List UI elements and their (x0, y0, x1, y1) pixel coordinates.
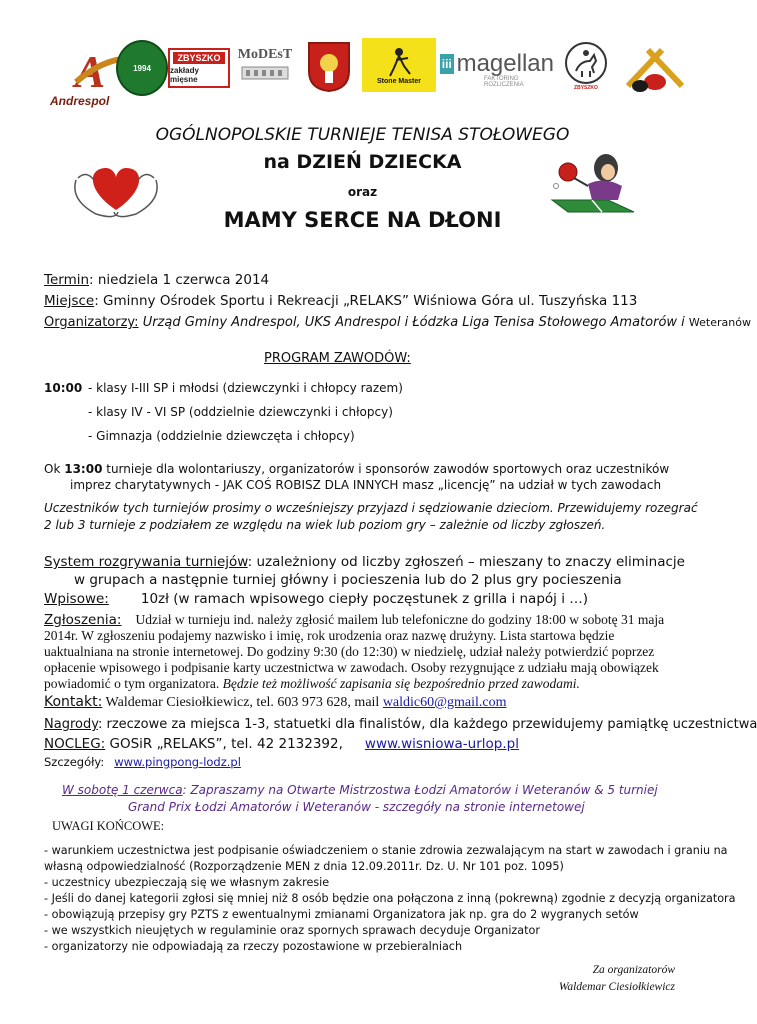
uks-logo: 1994 (116, 40, 168, 96)
zgloszenia-line: Zgłoszenia: Udział w turnieju ind. należy zgłosić mailem lub telefoniczne do godziny 18:00 w sobotę 31 maja (44, 612, 665, 628)
program-time: 10:00 (44, 381, 83, 395)
horse-rider-icon (564, 41, 608, 85)
saturday-line: W sobotę 1 czerwca: Zapraszamy na Otwarte Mistrzostwa Łodzi Amatorów i Weteranów & 5 turniej (62, 783, 658, 797)
kontakt-line: Kontakt: Waldemar Ciesiołkiewicz, tel. 603 973 628, mail waldic60@gmail.com (44, 694, 507, 710)
program-item: - Gimnazja (oddzielnie dziewczęta i chłopcy) (88, 429, 355, 443)
uwagi-item: - warunkiem uczestnictwa jest podpisanie oświadczeniem o stanie zdrowia zezwalającym na start w zawodach i graniu na (44, 844, 728, 857)
wpisowe-line: Wpisowe: 10zł (w ramach wpisowego ciepły poczęstunek z grilla i napój i …) (44, 591, 589, 607)
signature-line-2: Waldemar Ciesiołkiewicz (558, 981, 675, 993)
uwagi-item: własną odpowiedzialność (Rozporządzenie MEN z dnia 12.09.2011r. Dz. U. Nr 101 poz. 1095) (44, 860, 564, 873)
ok-line: Ok 13:00 turnieje dla wolontariuszy, organizatorów i sponsorów zawodów sportowych oraz uczestników (44, 462, 670, 476)
program-item: - klasy I-III SP i młodsi (dziewczynki i chłopcy razem) (88, 381, 403, 395)
zbyszko-horse-logo: ZBYSZKO (560, 36, 612, 96)
coat-of-arms-icon (306, 40, 352, 94)
system-line: System rozgrywania turniejów: uzależniony od liczby zgłoszeń – mieszany to znaczy eliminacje (44, 554, 685, 570)
headline-heart: MAMY SERCE NA DŁONI (223, 208, 502, 232)
uwagi-item: - Jeśli do danej kategorii zgłosi się mniej niż 8 osób będzie ona połączona z inną (pokrewną) zgodnie z decyzją organizatora (44, 892, 736, 905)
stone-master-logo: Stone Master (362, 38, 436, 92)
miejsce-line: Miejsce: Gminny Ośrodek Sportu i Rekreacji „RELAKS” Wiśniowa Góra ul. Tuszyńska 113 (44, 293, 638, 309)
uwagi-item: - uczestnicy ubezpieczają się we własnym zakresie (44, 876, 330, 889)
magellan-logo: iii magellan FAKTORING ROZLICZENIA (441, 50, 554, 88)
szczegoly-line: Szczegóły: www.pingpong-lodz.pl (44, 755, 241, 769)
table-tennis-player-icon (548, 150, 638, 218)
andrespol-logo: A Andrespol (30, 42, 150, 102)
magellan-icon: iii (440, 54, 454, 74)
signature-line-1: Za organizatorów (592, 964, 675, 976)
program-title: PROGRAM ZAWODÓW: (264, 351, 411, 366)
saturday-line-2: Grand Prix Łodzi Amatorów i Weteranów - szczegóły na stronie internetowej (128, 800, 585, 814)
zgloszenia-line-4: opłacenie wpisowego i podpisanie karty uczestnictwa w zawodach. Osoby rezygnujące z udziału mają obowiązek (44, 660, 659, 675)
nocleg-line: NOCLEG: GOSiR „RELAKS”, tel. 42 2132392, www.wisniowa-urlop.pl (44, 736, 519, 752)
nagrody-line: Nagrody: rzeczowe za miejsca 1-3, statuetki dla finalistów, dla każdego przewidujemy pamiątkę uczestnictwa (44, 717, 757, 732)
ok-line-2: imprez charytatywnych - JAK COŚ ROBISZ DLA INNYCH masz „licencję” na udział w tych zawodach (70, 478, 662, 492)
uwagi-item: - obowiązują przepisy gry PZTS z ewentualnymi zmianami Organizatora jak np. gra do 2 wygranych setów (44, 908, 639, 921)
figure-icon (384, 46, 414, 78)
zgloszenia-line-2: 2014r. W zgłoszeniu podajemy nazwisko i imię, rok urodzenia oraz nazwę drużyny. Lista startowa będzie (44, 628, 615, 643)
zgloszenia-line-3: uaktualniana na stronie internetowej. Do godziny 9:30 (do 12:30) w niedzielę, udział należy potwierdzić poprzez (44, 644, 655, 659)
organizatorzy-line: Organizatorzy: Urząd Gminy Andrespol, UKS Andrespol i Łódzka Liga Tenisa Stołowego Amatorów i Weteranów (44, 315, 751, 330)
program-item: - klasy IV - VI SP (oddzielnie dziewczynki i chłopcy) (88, 405, 393, 419)
termin-line: Termin: niedziela 1 czerwca 2014 (44, 272, 270, 288)
szczegoly-link[interactable]: www.pingpong-lodz.pl (114, 755, 241, 769)
zbyszko-logo: ZBYSZKO zakłady mięsne (168, 48, 230, 88)
email-link[interactable]: waldic60@gmail.com (382, 695, 507, 710)
nocleg-link[interactable]: www.wisniowa-urlop.pl (364, 736, 519, 752)
heart-in-hands-icon (66, 150, 166, 222)
building-icon (240, 63, 290, 81)
uwagi-item: - organizatorzy nie odpowiadają za rzeczy pozostawione w przebieralniach (44, 940, 463, 953)
headline-tournaments: OGÓLNOPOLSKIE TURNIEJE TENISA STOŁOWEGO (155, 125, 570, 145)
headline-oraz: oraz (347, 185, 378, 199)
zgloszenia-line-5: powiadomić o tym organizatora. Będzie też możliwość zapisania się bezpośrednio przed zawodami. (44, 676, 580, 691)
program-note: Uczestników tych turniejów prosimy o wcześniejszy przyjazd i sędziowanie dzieciom. Przewidujemy rozegrać (44, 501, 698, 515)
uwagi-title: UWAGI KOŃCOWE: (52, 819, 165, 833)
system-line-2: w grupach a następnie turniej główny i pocieszenia lub do 2 plus gry pocieszenia (74, 572, 622, 588)
uwagi-item: - we wszystkich nieujętych w regulaminie oraz spornych sprawach decyduje Organizator (44, 924, 540, 937)
program-note-2: 2 lub 3 turnieje z podziałem ze względu na wiek lub poziom gry – zależnie od liczby zgłoszeń. (44, 518, 606, 532)
headline-childrens-day: na DZIEŃ DZIECKA (263, 151, 462, 173)
ping-pong-icon (622, 36, 688, 94)
modest-logo: MoDEsT (230, 40, 300, 88)
